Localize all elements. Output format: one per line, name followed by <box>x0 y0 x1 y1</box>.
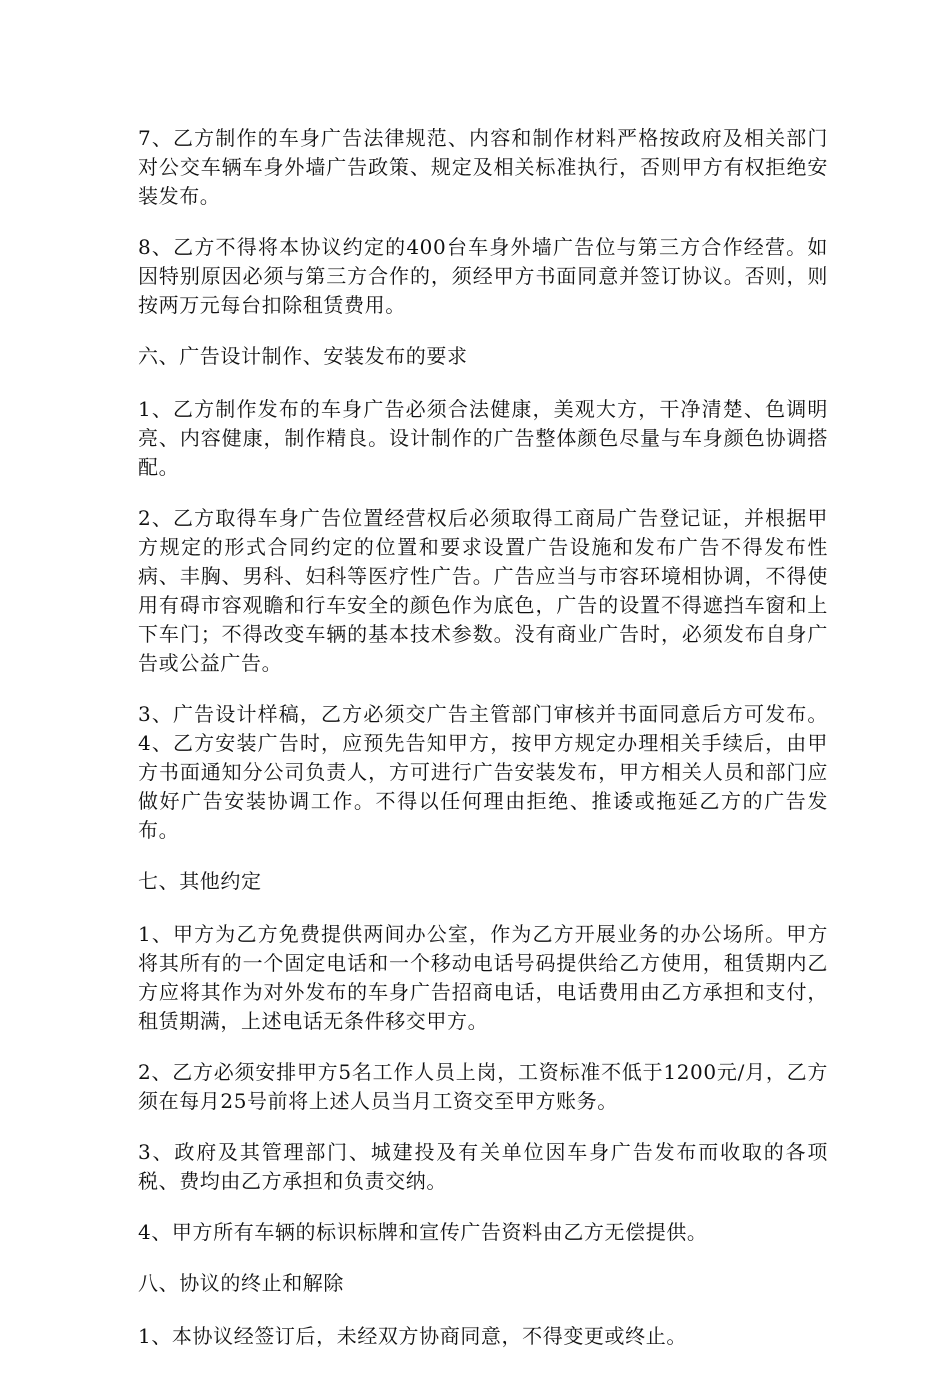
section-heading-6: 六、广告设计制作、安装发布的要求 <box>138 344 468 368</box>
section7-clause-4: 4、甲方所有车辆的标识标牌和宣传广告资料由乙方无偿提供。 <box>138 1220 708 1244</box>
section6-clause-3: 3、广告设计样稿，乙方必须交广告主管部门审核并书面同意后方可发布。4、乙方安装广告时，应预先告知甲方，按甲方规定办理相关手续后，由甲方书面通知分公司负责人，方可进行广告安装发布，甲方相关人员和部门应做好广告安装协调工作。不得以任何理由拒绝、推诿或拖延乙方的广告发布。 <box>138 702 828 842</box>
section-heading-7: 七、其他约定 <box>138 869 262 893</box>
section7-clause-3: 3、政府及其管理部门、城建投及有关单位因车身广告发布而收取的各项税、费均由乙方承担和负责交纳。 <box>138 1140 828 1193</box>
section6-clause-2: 2、乙方取得车身广告位置经营权后必须取得工商局广告登记证，并根据甲方规定的形式合同约定的位置和要求设置广告设施和发布广告不得发布性病、丰胸、男科、妇科等医疗性广告。广告应当与市容环境相协调，不得使用有碍市容观瞻和行车安全的颜色作为底色，广告的设置不得遮挡车窗和上下车门；不得改变车辆的基本技术参数。没有商业广告时，必须发布自身广告或公益广告。 <box>138 506 828 675</box>
clause-7: 7、乙方制作的车身广告法律规范、内容和制作材料严格按政府及相关部门对公交车辆车身外墙广告政策、规定及相关标准执行，否则甲方有权拒绝安装发布。 <box>138 126 828 208</box>
clause-8: 8、乙方不得将本协议约定的400台车身外墙广告位与第三方合作经营。如因特别原因必须与第三方合作的，须经甲方书面同意并签订协议。否则，则按两万元每台扣除租赁费用。 <box>138 235 828 317</box>
section-heading-8: 八、协议的终止和解除 <box>138 1271 344 1295</box>
section7-clause-2: 2、乙方必须安排甲方5名工作人员上岗，工资标准不低于1200元/月，乙方须在每月25号前将上述人员当月工资交至甲方账务。 <box>138 1060 828 1113</box>
document-body <box>138 124 828 1373</box>
section7-clause-1: 1、甲方为乙方免费提供两间办公室，作为乙方开展业务的办公场所。甲方将其所有的一个固定电话和一个移动电话号码提供给乙方使用，租赁期内乙方应将其作为对外发布的车身广告招商电话，电话费用由乙方承担和支付，租赁期满，上述电话无条件移交甲方。 <box>138 922 828 1033</box>
section8-clause-1: 1、本协议经签订后，未经双方协商同意，不得变更或终止。 <box>138 1324 687 1348</box>
section6-clause-1: 1、乙方制作发布的车身广告必须合法健康，美观大方，干净清楚、色调明亮、内容健康，制作精良。设计制作的广告整体颜色尽量与车身颜色协调搭配。 <box>138 397 828 479</box>
